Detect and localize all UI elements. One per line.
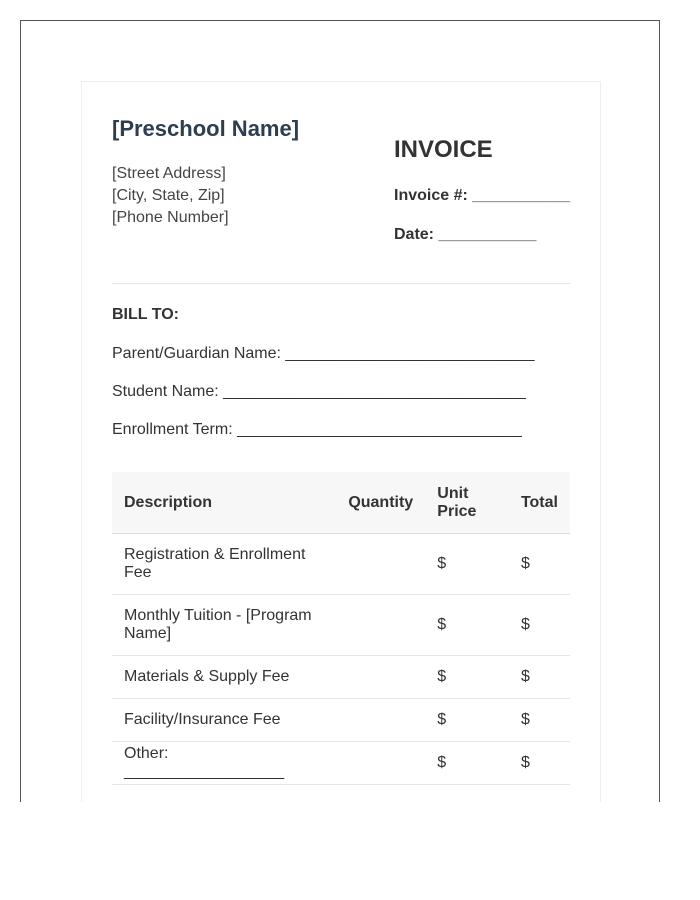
student-name-field: Student Name: __________________________________ xyxy=(112,383,526,400)
invoice-sheet xyxy=(81,81,601,802)
enrollment-term-field: Enrollment Term: ________________________________ xyxy=(112,421,522,438)
row-description: Other: __________________ xyxy=(112,742,336,785)
row-total: $ xyxy=(509,699,570,742)
row-description: Registration & Enrollment Fee xyxy=(112,534,336,595)
row-unit-price: $ xyxy=(425,742,509,785)
bill-to-heading: BILL TO: xyxy=(112,306,179,323)
row-total: $ xyxy=(509,742,570,785)
row-description: Monthly Tuition - [Program Name] xyxy=(112,595,336,656)
header-unit-price: Unit Price xyxy=(425,472,509,534)
guardian-name-field: Parent/Guardian Name: ____________________________ xyxy=(112,345,535,362)
city-state-zip: [City, State, Zip] xyxy=(112,187,225,204)
school-address xyxy=(112,163,229,229)
row-quantity xyxy=(336,534,425,595)
invoice-title: INVOICE xyxy=(394,136,493,163)
phone-number: [Phone Number] xyxy=(112,209,229,226)
table-header-row xyxy=(112,472,570,534)
row-description: Facility/Insurance Fee xyxy=(112,699,336,742)
fee-table xyxy=(112,472,570,785)
header-divider xyxy=(112,283,570,284)
row-quantity xyxy=(336,656,425,699)
header-description: Description xyxy=(112,472,336,534)
school-name: [Preschool Name] xyxy=(112,116,300,141)
table-row xyxy=(112,534,570,595)
table-row xyxy=(112,656,570,699)
row-quantity xyxy=(336,742,425,785)
invoice-number-field: Invoice #: ___________ xyxy=(394,187,571,204)
row-total: $ xyxy=(509,656,570,699)
row-total: $ xyxy=(509,534,570,595)
header-quantity: Quantity xyxy=(336,472,425,534)
header-total: Total xyxy=(509,472,570,534)
row-total: $ xyxy=(509,595,570,656)
row-description: Materials & Supply Fee xyxy=(112,656,336,699)
row-unit-price: $ xyxy=(425,534,509,595)
row-unit-price: $ xyxy=(425,699,509,742)
row-unit-price: $ xyxy=(425,656,509,699)
table-row xyxy=(112,699,570,742)
document-frame xyxy=(20,20,660,802)
row-quantity xyxy=(336,699,425,742)
date-field: Date: ___________ xyxy=(394,226,537,243)
table-row xyxy=(112,742,570,785)
row-unit-price: $ xyxy=(425,595,509,656)
street-address: [Street Address] xyxy=(112,165,226,182)
table-row xyxy=(112,595,570,656)
row-quantity xyxy=(336,595,425,656)
